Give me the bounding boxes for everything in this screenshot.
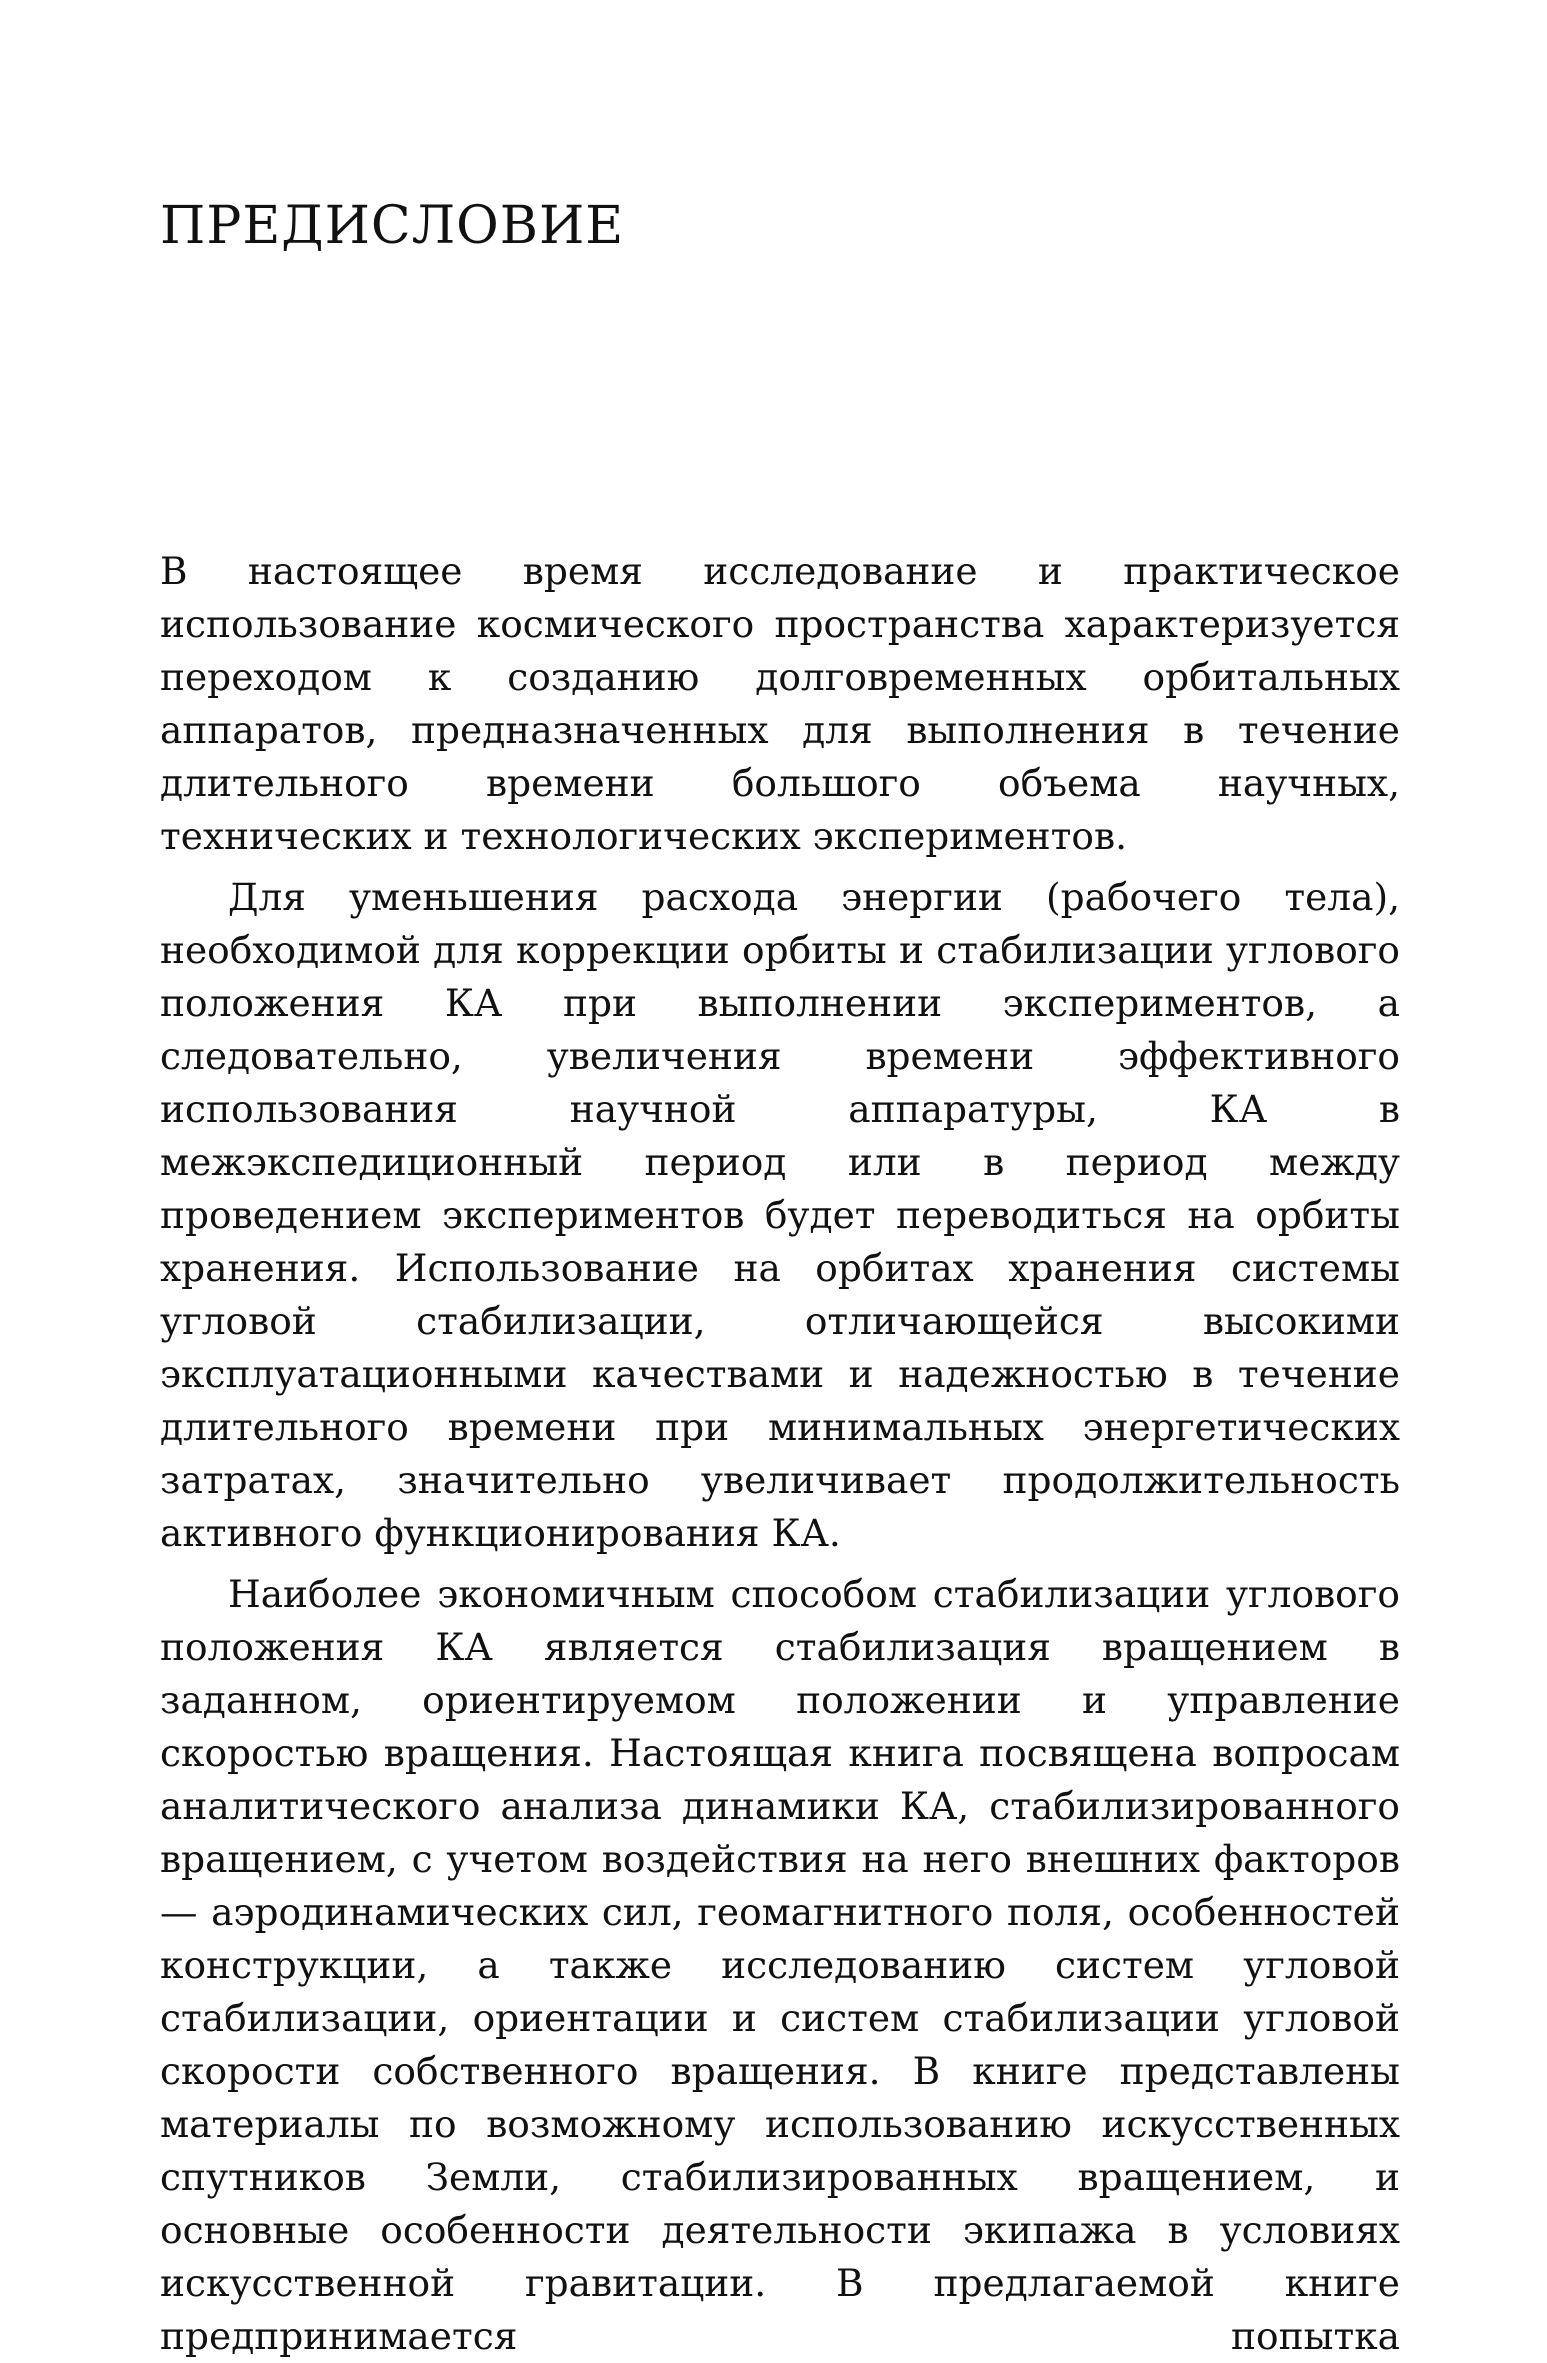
document-page [160, 0, 1400, 2358]
body-text [160, 545, 1400, 2363]
paragraph-3: Наиболее экономичным способом стабилизации углового положения КА является стабилизация вращением в заданном, ориентируемом положении и управление скоростью вращения. Настоящая книга посвящена вопросам аналитического анализа динамики КА, стабилизированного вращением, с учетом воздействия на него внешних факторов — аэродинамических сил, геомагнитного поля, особенностей конструкции, а также исследованию систем угловой стабилизации, ориентации и систем стабилизации угловой скорости собственного вращения. В книге представлены материалы по возможному использованию искусственных спутников Земли, стабилизированных вращением, и основные особенности деятельности экипажа в условиях искусственной гравитации. В предлагаемой книге предпринимается попытка [160, 1572, 1400, 2358]
paragraph-1: В настоящее время исследование и практическое использование космического пространства характеризуется переходом к созданию долговременных орбитальных аппаратов, предназначенных для выполнения в течение длительного времени большого объема научных, технических и технологических экспериментов. [160, 549, 1400, 858]
paragraph-2: Для уменьшения расхода энергии (рабочего тела), необходимой для коррекции орбиты и стабилизации углового положения КА при выполнении экспериментов, а следовательно, увеличения времени эффективного использования научной аппаратуры, КА в межэкспедиционный период или в период между проведением экспериментов будет переводиться на орбиты хранения. Использование на орбитах хранения системы угловой стабилизации, отличающейся высокими эксплуатационными качествами и надежностью в течение длительного времени при минимальных энергетических затратах, значительно увеличивает продолжительность активного функционирования КА. [160, 875, 1400, 1555]
page-title: ПРЕДИСЛОВИЕ [160, 196, 625, 256]
